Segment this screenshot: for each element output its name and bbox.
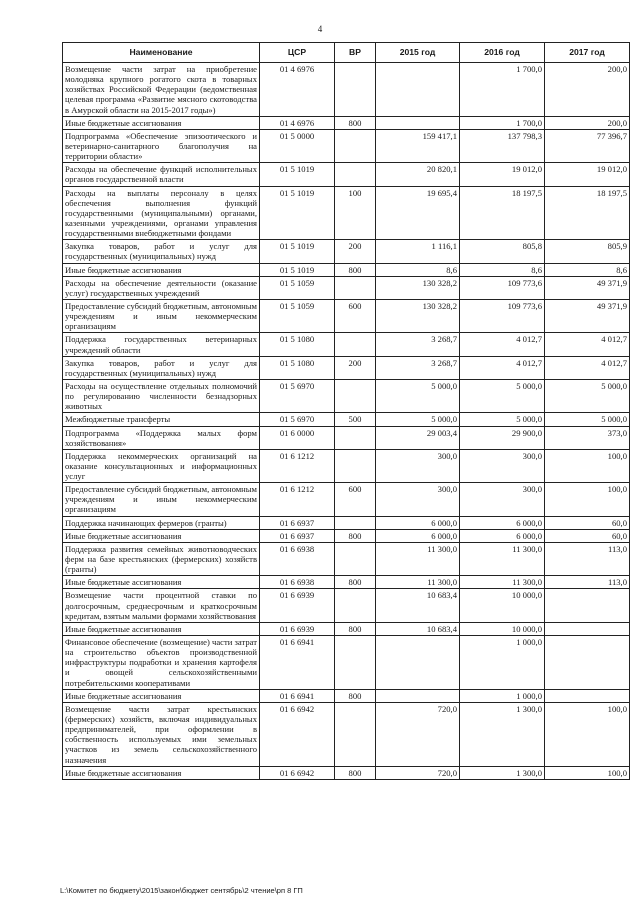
row-2016: 18 197,5 <box>460 186 545 240</box>
row-2016: 805,8 <box>460 240 545 263</box>
row-2016: 10 000,0 <box>460 622 545 635</box>
table-row <box>63 379 630 412</box>
row-2015: 3 268,7 <box>376 333 460 356</box>
row-csr: 01 6 6938 <box>260 542 335 575</box>
row-name: Иные бюджетные ассигнования <box>63 116 260 129</box>
row-2017: 373,0 <box>545 426 630 449</box>
row-2016: 10 000,0 <box>460 589 545 622</box>
row-2015: 10 683,4 <box>376 622 460 635</box>
row-vr: 500 <box>335 413 376 426</box>
table-row <box>63 276 630 299</box>
table-row <box>63 333 630 356</box>
table-row <box>63 63 630 117</box>
row-2016: 4 012,7 <box>460 356 545 379</box>
table-row <box>63 299 630 332</box>
row-2017 <box>545 689 630 702</box>
row-2017: 100,0 <box>545 702 630 766</box>
row-2017: 805,9 <box>545 240 630 263</box>
file-path-footer: L:\Комитет по бюджету\2015\закон\бюджет сентябрь\2 чтение\рп 8 ГП <box>60 886 303 895</box>
row-name: Предоставление субсидий бюджетным, автономным учреждениям и иным некоммерческим организациям <box>63 299 260 332</box>
row-vr <box>335 636 376 690</box>
header-name: Наименование <box>63 43 260 63</box>
row-csr: 01 5 1080 <box>260 333 335 356</box>
row-2015: 1 116,1 <box>376 240 460 263</box>
row-2015: 130 328,2 <box>376 276 460 299</box>
row-name: Поддержка некоммерческих организаций на оказание консультационных и информационных услуг <box>63 449 260 482</box>
row-vr <box>335 63 376 117</box>
table-row <box>63 589 630 622</box>
header-2016: 2016 год <box>460 43 545 63</box>
row-vr: 600 <box>335 299 376 332</box>
row-vr <box>335 702 376 766</box>
row-csr: 01 6 6937 <box>260 529 335 542</box>
row-csr: 01 5 1019 <box>260 240 335 263</box>
table-row <box>63 186 630 240</box>
row-name: Возмещение части затрат крестьянских (фермерских) хозяйств, включая индивидуальных предпринимателей, при оформлении в собственность используемых ими земельных участков из земель сельскохозяйственного назначения <box>63 702 260 766</box>
row-csr: 01 6 6938 <box>260 576 335 589</box>
row-name: Иные бюджетные ассигнования <box>63 689 260 702</box>
row-2015: 3 268,7 <box>376 356 460 379</box>
row-2016: 8,6 <box>460 263 545 276</box>
row-name: Закупка товаров, работ и услуг для государственных (муниципальных) нужд <box>63 240 260 263</box>
row-name: Расходы на выплаты персоналу в целях обеспечения выполнения функций государственными (муниципальными) органами, казенными учреждениями, органами управления государственными внебюджетными фондами <box>63 186 260 240</box>
row-2016: 5 000,0 <box>460 413 545 426</box>
row-2015: 6 000,0 <box>376 516 460 529</box>
row-name: Иные бюджетные ассигнования <box>63 622 260 635</box>
row-2015 <box>376 636 460 690</box>
row-2016: 19 012,0 <box>460 163 545 186</box>
table-row <box>63 576 630 589</box>
row-2016: 1 000,0 <box>460 636 545 690</box>
row-2017: 49 371,9 <box>545 299 630 332</box>
row-csr: 01 5 1019 <box>260 186 335 240</box>
row-vr <box>335 449 376 482</box>
row-2015: 29 003,4 <box>376 426 460 449</box>
row-2017: 60,0 <box>545 516 630 529</box>
row-name: Подпрограмма «Поддержка малых форм хозяйствования» <box>63 426 260 449</box>
row-2016: 6 000,0 <box>460 516 545 529</box>
row-2017: 113,0 <box>545 542 630 575</box>
row-2015: 11 300,0 <box>376 576 460 589</box>
row-2015: 20 820,1 <box>376 163 460 186</box>
row-name: Иные бюджетные ассигнования <box>63 766 260 779</box>
row-vr: 800 <box>335 529 376 542</box>
row-2017 <box>545 589 630 622</box>
row-csr: 01 5 6970 <box>260 379 335 412</box>
row-2017: 200,0 <box>545 63 630 117</box>
row-2015 <box>376 689 460 702</box>
table-row <box>63 129 630 162</box>
row-2016: 137 798,3 <box>460 129 545 162</box>
row-csr: 01 5 1059 <box>260 276 335 299</box>
row-vr: 100 <box>335 186 376 240</box>
row-2017: 60,0 <box>545 529 630 542</box>
row-2016: 1 700,0 <box>460 116 545 129</box>
page-number: 4 <box>317 24 323 34</box>
row-2015: 11 300,0 <box>376 542 460 575</box>
row-2016: 300,0 <box>460 483 545 516</box>
row-2017 <box>545 622 630 635</box>
header-2015: 2015 год <box>376 43 460 63</box>
table-row <box>63 449 630 482</box>
row-vr: 200 <box>335 356 376 379</box>
row-2016: 1 300,0 <box>460 702 545 766</box>
row-csr: 01 4 6976 <box>260 63 335 117</box>
row-2016: 29 900,0 <box>460 426 545 449</box>
row-2015: 300,0 <box>376 449 460 482</box>
table-row <box>63 163 630 186</box>
row-2017: 100,0 <box>545 449 630 482</box>
row-2015 <box>376 116 460 129</box>
row-vr <box>335 129 376 162</box>
row-2017: 100,0 <box>545 483 630 516</box>
row-vr: 800 <box>335 689 376 702</box>
row-csr: 01 5 1019 <box>260 263 335 276</box>
row-2015: 6 000,0 <box>376 529 460 542</box>
row-csr: 01 6 0000 <box>260 426 335 449</box>
row-2015: 720,0 <box>376 702 460 766</box>
row-vr <box>335 516 376 529</box>
table-row <box>63 413 630 426</box>
row-2017: 18 197,5 <box>545 186 630 240</box>
table-row <box>63 426 630 449</box>
row-vr <box>335 542 376 575</box>
row-vr: 800 <box>335 622 376 635</box>
row-name: Межбюджетные трансферты <box>63 413 260 426</box>
row-name: Предоставление субсидий бюджетным, автономным учреждениям и иным некоммерческим организациям <box>63 483 260 516</box>
row-2015: 10 683,4 <box>376 589 460 622</box>
row-2015: 130 328,2 <box>376 299 460 332</box>
row-2016: 6 000,0 <box>460 529 545 542</box>
row-2017: 8,6 <box>545 263 630 276</box>
row-2016: 109 773,6 <box>460 276 545 299</box>
row-name: Поддержка государственных ветеринарных учреждений области <box>63 333 260 356</box>
row-csr: 01 6 1212 <box>260 483 335 516</box>
table-row <box>63 529 630 542</box>
row-2016: 5 000,0 <box>460 379 545 412</box>
row-csr: 01 6 6937 <box>260 516 335 529</box>
row-2017: 100,0 <box>545 766 630 779</box>
row-2017: 113,0 <box>545 576 630 589</box>
row-vr: 600 <box>335 483 376 516</box>
table-row <box>63 622 630 635</box>
row-name: Иные бюджетные ассигнования <box>63 529 260 542</box>
row-2016: 11 300,0 <box>460 542 545 575</box>
row-name: Иные бюджетные ассигнования <box>63 576 260 589</box>
row-csr: 01 6 6939 <box>260 589 335 622</box>
row-vr <box>335 379 376 412</box>
budget-table <box>62 42 630 780</box>
table-header-row <box>63 43 630 63</box>
row-name: Закупка товаров, работ и услуг для государственных (муниципальных) нужд <box>63 356 260 379</box>
row-vr: 200 <box>335 240 376 263</box>
row-2015: 5 000,0 <box>376 413 460 426</box>
row-2017: 200,0 <box>545 116 630 129</box>
row-csr: 01 4 6976 <box>260 116 335 129</box>
table-row <box>63 689 630 702</box>
table-row <box>63 116 630 129</box>
row-2017: 4 012,7 <box>545 356 630 379</box>
row-vr <box>335 163 376 186</box>
table-row <box>63 542 630 575</box>
table-row <box>63 766 630 779</box>
row-name: Возмещение части процентной ставки по долгосрочным, среднесрочным и краткосрочным кредитам, взятым малыми формами хозяйствования <box>63 589 260 622</box>
row-name: Подпрограмма «Обеспечение эпизоотического и ветеринарно-санитарного благополучия на территории области» <box>63 129 260 162</box>
row-2016: 109 773,6 <box>460 299 545 332</box>
row-2016: 1 000,0 <box>460 689 545 702</box>
row-2016: 1 700,0 <box>460 63 545 117</box>
row-2016: 4 012,7 <box>460 333 545 356</box>
row-csr: 01 5 1019 <box>260 163 335 186</box>
row-2015: 5 000,0 <box>376 379 460 412</box>
header-vr: ВР <box>335 43 376 63</box>
row-name: Расходы на обеспечение деятельности (оказание услуг) государственных учреждений <box>63 276 260 299</box>
row-vr <box>335 333 376 356</box>
row-csr: 01 5 1059 <box>260 299 335 332</box>
row-2015: 720,0 <box>376 766 460 779</box>
row-csr: 01 6 6942 <box>260 766 335 779</box>
row-name: Финансовое обеспечение (возмещение) части затрат на строительство объектов производственной инфраструктуры подработки и хранения картофеля и овощей сельскохозяйственными потребительскими кооперативами <box>63 636 260 690</box>
table-row <box>63 636 630 690</box>
row-csr: 01 5 0000 <box>260 129 335 162</box>
row-vr <box>335 276 376 299</box>
row-vr <box>335 426 376 449</box>
row-2015: 159 417,1 <box>376 129 460 162</box>
header-2017: 2017 год <box>545 43 630 63</box>
row-csr: 01 6 6939 <box>260 622 335 635</box>
row-csr: 01 6 6941 <box>260 636 335 690</box>
row-2016: 11 300,0 <box>460 576 545 589</box>
table-row <box>63 356 630 379</box>
table-row <box>63 263 630 276</box>
row-2017: 4 012,7 <box>545 333 630 356</box>
row-name: Иные бюджетные ассигнования <box>63 263 260 276</box>
table-row <box>63 483 630 516</box>
row-name: Поддержка развития семейных животноводческих ферм на базе крестьянских (фермерских) хозяйств (гранты) <box>63 542 260 575</box>
row-csr: 01 5 1080 <box>260 356 335 379</box>
row-2015: 19 695,4 <box>376 186 460 240</box>
row-2017: 19 012,0 <box>545 163 630 186</box>
row-csr: 01 5 6970 <box>260 413 335 426</box>
row-2017: 5 000,0 <box>545 413 630 426</box>
row-2016: 1 300,0 <box>460 766 545 779</box>
row-2015: 300,0 <box>376 483 460 516</box>
row-name: Возмещение части затрат на приобретение молодняка крупного рогатого скота в товарных хозяйствах Российской Федерации (ведомственная целевая программа «Развитие мясного скотоводства в Амурской области на 2015-2017 годы») <box>63 63 260 117</box>
row-2016: 300,0 <box>460 449 545 482</box>
row-csr: 01 6 6941 <box>260 689 335 702</box>
row-vr: 800 <box>335 576 376 589</box>
table-row <box>63 702 630 766</box>
header-csr: ЦСР <box>260 43 335 63</box>
row-2015 <box>376 63 460 117</box>
row-vr: 800 <box>335 263 376 276</box>
row-name: Расходы на осуществление отдельных полномочий по регулированию численности безнадзорных животных <box>63 379 260 412</box>
row-name: Поддержка начинающих фермеров (гранты) <box>63 516 260 529</box>
row-2017: 77 396,7 <box>545 129 630 162</box>
row-2017 <box>545 636 630 690</box>
table-row <box>63 516 630 529</box>
row-vr: 800 <box>335 766 376 779</box>
row-name: Расходы на обеспечение функций исполнительных органов государственной власти <box>63 163 260 186</box>
row-vr <box>335 589 376 622</box>
row-csr: 01 6 6942 <box>260 702 335 766</box>
row-2015: 8,6 <box>376 263 460 276</box>
table-row <box>63 240 630 263</box>
row-csr: 01 6 1212 <box>260 449 335 482</box>
row-vr: 800 <box>335 116 376 129</box>
row-2017: 49 371,9 <box>545 276 630 299</box>
row-2017: 5 000,0 <box>545 379 630 412</box>
